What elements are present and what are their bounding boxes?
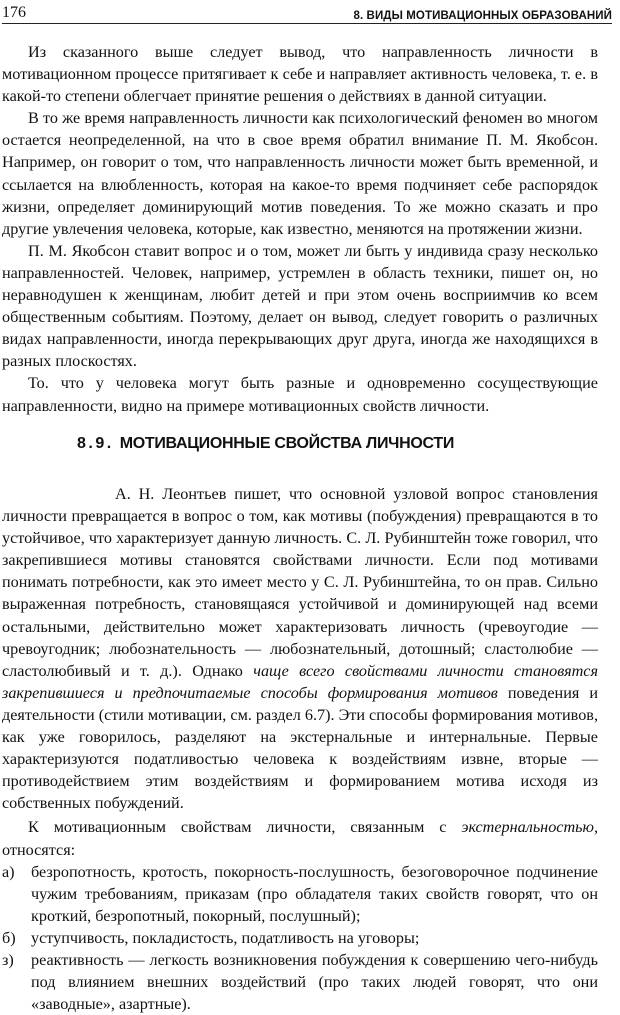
paragraph-text: относятся: xyxy=(2,840,76,859)
intro-text-block xyxy=(2,41,598,417)
list-item xyxy=(2,927,598,949)
section-heading xyxy=(77,433,454,455)
paragraph: В то же время направленность личности как психологический феномен во многом остается неопределенной, на что в свое время обратил внимание П. М. Якобсон. Например, он говорит о том, что направленность личности может быть временной, и ссылается на влюбленность, которая на какое-то время подчиняет себе распорядок жизни, определяет доминирующий мотив поведения. То же можно сказать и про другие увлечения человека, которые, как известно, меняются на протяжении жизни. xyxy=(2,109,598,238)
list-item-text: безропотность, кротость, покорность-послушность, безоговорочное подчинение чужим требованиям, приказам (про обладателя таких свойств говорят, что он кроткий, безропотный, покорный, послушный); xyxy=(31,862,598,925)
page-number: 176 xyxy=(2,4,26,21)
list-marker: б) xyxy=(2,928,16,947)
section-number: 8.9. xyxy=(77,435,114,452)
paragraph-leontiev xyxy=(2,483,598,814)
section-text-block xyxy=(2,483,598,1015)
paragraph-text: поведения и деятельности (стили мотивации, см. раздел 6.7). Эти способы формирования мотивов, как уже говорилось, разделяют на экстернальные и интернальные. Первые характеризуются податливостью человека к воздействиям извне, вторые — противодействием этим воздействиям и формированием мотива исходя из собственных побуждений. xyxy=(2,683,598,813)
section-title: МОТИВАЦИОННЫЕ СВОЙСТВА ЛИЧНОСТИ xyxy=(119,435,455,452)
paragraph-external-intro xyxy=(2,816,598,860)
page-header xyxy=(2,2,612,22)
list-item xyxy=(2,949,598,1015)
header-rule xyxy=(2,23,612,24)
paragraph-text: К мотивационным свойствам личности, связанным с xyxy=(28,818,447,837)
list-item-text: реактивность — легкость возникновения побуждения к совершению чего-нибудь под влиянием внешних воздействий (про таких людей говорят, что они «заводные», азартные). xyxy=(31,950,598,1014)
emphasis-text: экстернальностью, xyxy=(461,818,599,837)
list-item-text: уступчивость, покладистость, податливость на уговоры; xyxy=(31,928,420,947)
list-marker: а) xyxy=(2,862,15,881)
paragraph: Из сказанного выше следует вывод, что направленность личности в мотивационном процессе притягивает к себе и направляет активность человека, т. е. в какой-то степени облегчает принятие решения о действиях в данной ситуации. xyxy=(2,43,598,106)
paragraph-text: А. Н. Леонтьев пишет, что основной узловой вопрос становления личности превращается в вопрос о том, как мотивы (побуждения) превращаются в то устойчивое, что характеризует данную личность. С. Л. Рубинштейн тоже говорил, что закрепившиеся мотивы становятся свойствами личности. Если под мотивами понимать потребности, как это имеет место у С. Л. Рубинштейна, то он прав. Сильно выраженная потребность, становящаяся устойчивой и доминирующей над всеми остальными, действительно может характеризовать личность (чревоугодие — чревоугодник; любознательность — любознательный, дотошный; сластолюбие — сластолюбивый и т. д.). Однако xyxy=(2,485,598,680)
paragraph: П. М. Якобсон ставит вопрос и о том, может ли быть у индивида сразу несколько направленностей. Человек, например, устремлен в область техники, пишет он, но неравнодушен к женщинам, любит детей и при этом очень восприимчив ко всем общественным событиям. Поэтому, делает он вывод, следует говорить о различных видах направленности, иногда перекрывающих друг друга, иногда же находящихся в разных плоскостях. xyxy=(2,241,598,371)
emphasis-text: чаще всего свойствами личности становятся закрепившиеся и предпочитаемые способы формирования мотивов xyxy=(2,661,599,702)
paragraph: То. что у человека могут быть разные и одновременно сосуществующие направленности, видно на примере мотивационных свойств личности. xyxy=(2,374,598,415)
running-head: 8. ВИДЫ МОТИВАЦИОННЫХ ОБРАЗОВАНИЙ xyxy=(353,10,612,22)
list-item xyxy=(2,861,598,927)
list-marker: з) xyxy=(2,950,14,969)
